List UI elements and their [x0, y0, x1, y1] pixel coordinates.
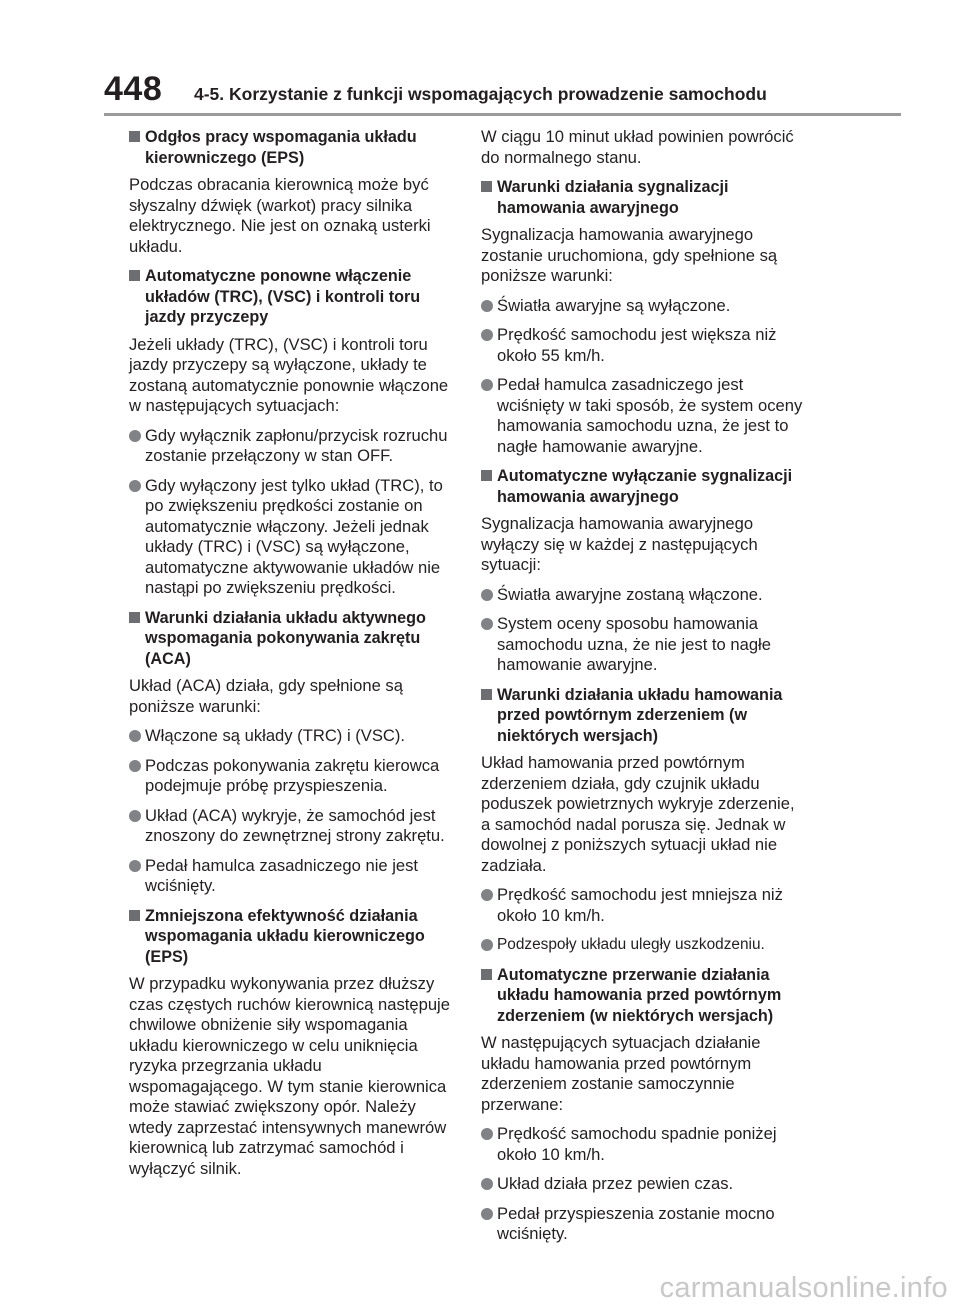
circle-bullet-icon — [129, 760, 141, 772]
circle-bullet-icon — [129, 430, 141, 442]
circle-bullet-icon — [129, 810, 141, 822]
circle-bullet-icon — [481, 379, 493, 391]
page-header — [0, 0, 960, 130]
section-heading — [129, 608, 454, 670]
bullet-text: Podzespoły układu uległy uszkodzeniu. — [497, 936, 765, 953]
page-number: 448 — [104, 70, 163, 108]
circle-bullet-icon — [129, 860, 141, 872]
bullet-text: Światła awaryjne zostaną włączone. — [497, 584, 763, 604]
bullet-text: Pedał hamulca zasadniczego jest wciśnięty w taki sposób, że system oceny hamowania samochodu uzna, że jest to nagłe hamowanie awaryjne. — [497, 375, 803, 456]
bullet-item — [481, 375, 806, 457]
circle-bullet-icon — [481, 618, 493, 630]
chapter-title: 4-5. Korzystanie z funkcji wspomagających prowadzenie samochodu — [194, 84, 767, 104]
circle-bullet-icon — [481, 589, 493, 601]
bullet-text: Prędkość samochodu jest większa niż około 55 km/h. — [497, 325, 777, 365]
square-bullet-icon — [129, 910, 140, 921]
paragraph-text: Układ (ACA) działa, gdy spełnione są poniższe warunki: — [129, 676, 403, 716]
square-bullet-icon — [129, 612, 140, 623]
bullet-item — [481, 325, 806, 366]
header-divider — [104, 113, 901, 116]
circle-bullet-icon — [129, 730, 141, 742]
paragraph — [481, 225, 806, 287]
square-bullet-icon — [129, 270, 140, 281]
circle-bullet-icon — [481, 1208, 493, 1220]
circle-bullet-icon — [481, 300, 493, 312]
section-heading-text: Automatyczne wyłączanie sygnalizacji hamowania awaryjnego — [497, 467, 793, 506]
paragraph — [481, 753, 806, 876]
bullet-text: Prędkość samochodu spadnie poniżej około 10 km/h. — [497, 1124, 777, 1164]
square-bullet-icon — [481, 181, 492, 192]
section-heading-text: Automatyczne przerwanie działania układu hamowania przed powtórnym zderzeniem (w niektórych wersjach) — [497, 965, 782, 1025]
section-heading-text: Warunki działania sygnalizacji hamowania awaryjnego — [497, 178, 729, 217]
bullet-text: Układ (ACA) wykryje, że samochód jest znoszony do zewnętrznej strony zakrętu. — [145, 805, 445, 845]
section-heading-text: Odgłos pracy wspomagania układu kierowniczego (EPS) — [145, 128, 417, 167]
paragraph — [129, 974, 454, 1179]
paragraph-text: W ciągu 10 minut układ powinien powrócić do normalnego stanu. — [481, 127, 794, 167]
left-column — [129, 127, 454, 1188]
square-bullet-icon — [481, 470, 492, 481]
right-column — [481, 127, 806, 1254]
bullet-item — [129, 426, 454, 467]
section-heading — [481, 177, 806, 218]
bullet-item — [481, 885, 806, 926]
circle-bullet-icon — [481, 1178, 493, 1190]
section-heading — [129, 127, 454, 168]
bullet-item — [481, 296, 806, 317]
bullet-item — [481, 1174, 806, 1195]
paragraph — [481, 514, 806, 576]
bullet-text: Włączone są układy (TRC) i (VSC). — [145, 726, 406, 745]
square-bullet-icon — [481, 969, 492, 980]
section-heading — [481, 685, 806, 747]
circle-bullet-icon — [481, 939, 493, 951]
paragraph — [481, 127, 806, 168]
section-heading — [481, 466, 806, 507]
bullet-text: Pedał przyspieszenia zostanie mocno wciśnięty. — [497, 1203, 775, 1243]
circle-bullet-icon — [129, 480, 141, 492]
bullet-text: Prędkość samochodu jest mniejsza niż około 10 km/h. — [497, 885, 783, 925]
paragraph-text: Sygnalizacja hamowania awaryjnego zostanie uruchomiona, gdy spełnione są poniższe warunki: — [481, 225, 778, 285]
bullet-item — [129, 856, 454, 897]
bullet-item — [481, 614, 806, 676]
bullet-item — [129, 806, 454, 847]
section-heading-text: Warunki działania układu aktywnego wspomagania pokonywania zakrętu (ACA) — [145, 608, 426, 668]
paragraph-text: Jeżeli układy (TRC), (VSC) i kontroli toru jazdy przyczepy są wyłączone, układy te zostaną automatycznie ponownie włączone w następujących sytuacjach: — [129, 334, 449, 415]
paragraph — [129, 175, 454, 257]
watermark: carmanualsonline.info — [659, 1272, 948, 1304]
section-heading-text: Zmniejszona efektywność działania wspomagania układu kierowniczego (EPS) — [145, 906, 425, 966]
bullet-item — [481, 935, 806, 956]
paragraph — [481, 1033, 806, 1115]
bullet-text: Pedał hamulca zasadniczego nie jest wciśnięty. — [145, 855, 419, 895]
section-heading-text: Automatyczne ponowne włączenie układów (TRC), (VSC) i kontroli toru jazdy przyczepy — [145, 267, 421, 326]
bullet-text: Gdy wyłącznik zapłonu/przycisk rozruchu zostanie przełączony w stan OFF. — [145, 425, 448, 465]
paragraph-text: W przypadku wykonywania przez dłuższy czas częstych ruchów kierownicą następuje chwilowe obniżenie siły wspomagania układu kierowniczego w celu uniknięcia ryzyka przegrzania układu wspomagającego. W tym stanie kierownica może stawiać zwiększony opór. Należy wtedy zaprzestać intensywnych manewrów kierownicą lub zatrzymać samochód i wyłączyć silnik. — [129, 974, 450, 1178]
bullet-item — [481, 1204, 806, 1245]
paragraph-text: W następujących sytuacjach działanie układu hamowania przed powtórnym zderzeniem zostanie samoczynnie przerwane: — [481, 1033, 761, 1114]
paragraph-text: Sygnalizacja hamowania awaryjnego wyłączy się w każdej z następujących sytuacji: — [481, 514, 758, 574]
section-heading-text: Warunki działania układu hamowania przed powtórnym zderzeniem (w niektórych wersjach) — [497, 685, 783, 745]
square-bullet-icon — [129, 131, 140, 142]
square-bullet-icon — [481, 689, 492, 700]
paragraph-text: Podczas obracania kierownicą może być słyszalny dźwięk (warkot) pracy silnika elektrycznego. Nie jest on oznaką usterki układu. — [129, 175, 431, 256]
section-heading — [129, 906, 454, 968]
bullet-item — [481, 585, 806, 606]
circle-bullet-icon — [481, 329, 493, 341]
paragraph — [129, 676, 454, 717]
bullet-item — [481, 1124, 806, 1165]
bullet-item — [129, 756, 454, 797]
circle-bullet-icon — [481, 889, 493, 901]
bullet-text: Światła awaryjne są wyłączone. — [497, 295, 731, 315]
section-heading — [481, 965, 806, 1027]
section-heading — [129, 266, 454, 328]
paragraph-text: Układ hamowania przed powtórnym zderzeniem działa, gdy czujnik układu poduszek powietrznych wykryje zderzenie, a samochód nadal porusza się. Jednak w dowolnej z poniższych sytuacji układ nie zadziała. — [481, 753, 795, 875]
bullet-text: Układ działa przez pewien czas. — [497, 1174, 734, 1193]
bullet-text: Podczas pokonywania zakrętu kierowca podejmuje próbę przyspieszenia. — [145, 755, 440, 795]
bullet-text: System oceny sposobu hamowania samochodu uzna, że nie jest to nagłe hamowanie awaryjne. — [497, 614, 771, 674]
bullet-text: Gdy wyłączony jest tylko układ (TRC), to po zwiększeniu prędkości zostanie on automatycznie włączony. Jeżeli jednak układy (TRC) i (VSC) są wyłączone, automatyczne aktywowanie układów nie nastąpi po zwiększeniu prędkości. — [145, 475, 443, 597]
bullet-item — [129, 726, 454, 747]
circle-bullet-icon — [481, 1128, 493, 1140]
bullet-item — [129, 476, 454, 599]
paragraph — [129, 335, 454, 417]
